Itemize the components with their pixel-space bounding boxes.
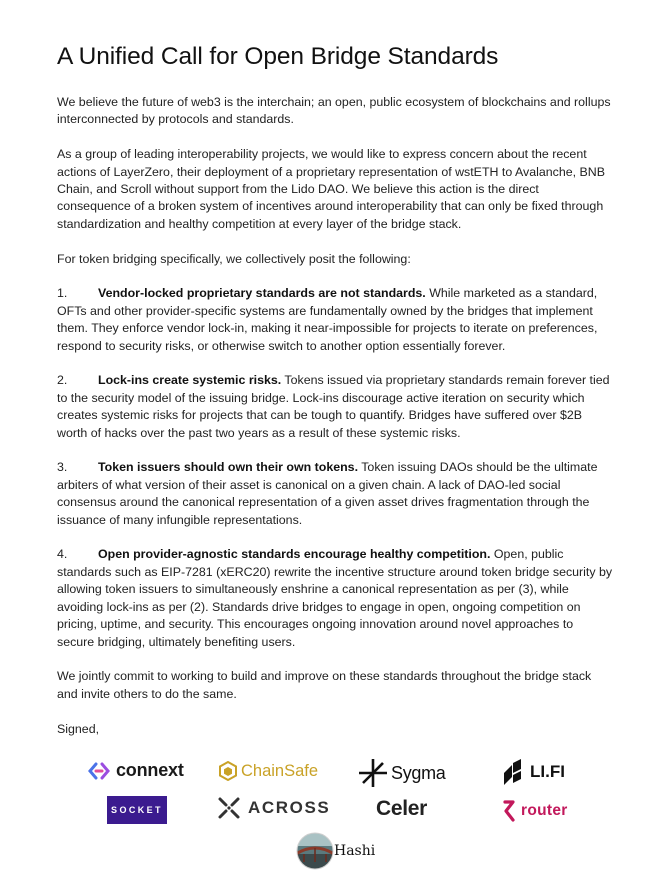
point-number: 2.: [57, 373, 68, 388]
lifi-wordmark: LI.FI: [530, 762, 565, 781]
across-icon: [217, 796, 241, 820]
across-wordmark: ACROSS: [248, 798, 331, 817]
point-number: 3.: [57, 460, 68, 475]
point-heading: Lock-ins create systemic risks.: [98, 373, 282, 388]
socket-wordmark: SOCKET: [107, 796, 167, 824]
socket-logo: [107, 796, 167, 824]
closing-paragraph: We jointly commit to working to build and improve on these standards throughout the bridge stack and invite others to do the same.: [57, 669, 592, 701]
point-text: Open, public standards such as EIP-7281 (xERC20) rewrite the incentive structure around token bridge security by allowing token issuers to simultaneously enshrine a canonical representation as per (3), while avoiding lock-ins as per (2). Standards drive bridges to engage in open, ongoing competition on pricing, uptime, and security. This encourages ongoing innovation around novel approaches to secure bridging, ultimately benefiting users.: [57, 547, 613, 649]
router-wordmark: router: [521, 802, 568, 819]
connext-wordmark: connext: [116, 760, 184, 780]
sygma-wordmark: Sygma: [391, 762, 446, 783]
chainsafe-wordmark: ChainSafe: [241, 761, 319, 780]
chainsafe-icon: [218, 761, 238, 781]
point-text: Token issuing DAOs should be the ultimate arbiters of what version of their asset is canonical on a given chain. A lack of DAO-led social consensus around the canonical representation of a given asset drives fragmentation through the issuance of many infungible representations.: [57, 460, 598, 527]
router-logo: [502, 799, 568, 823]
chainsafe-logo: [218, 761, 318, 781]
intro-paragraph: We believe the future of web3 is the interchain; an open, public ecosystem of blockchains and rollups interconnected by protocols and standards.: [57, 95, 611, 127]
posit-paragraph: For token bridging specifically, we collectively posit the following:: [57, 251, 411, 266]
connext-logo: [88, 760, 184, 781]
point-heading: Token issuers should own their own tokens.: [98, 460, 359, 475]
point-text: Tokens issued via proprietary standards remain forever tied to the security model of the issuing bridge. Lock-ins discourage active iteration on security which creates systemic risks for projects that can be tough to quantify. Bridges have suffered over $2B worth of hacks over the past two years as a result of these systemic risks.: [57, 373, 610, 440]
point-number: 1.: [57, 286, 68, 301]
lifi-logo: [502, 759, 565, 785]
celer-logo: [376, 797, 427, 821]
hashi-logo: [296, 832, 375, 870]
concern-paragraph: As a group of leading interoperability projects, we would like to express concern about the recent actions of LayerZero, their deployment of a proprietary representation of wstETH to Avalanche, BNB Chain, and Scroll without support from the Lido DAO. We believe this action is the direct consequence of a broken system of incentives around interoperability that can only be fixed through standardization and healthy competition at every layer of the bridge stack.: [57, 147, 605, 231]
point-heading: Open provider-agnostic standards encourage healthy competition.: [98, 547, 491, 562]
point-text: While marketed as a standard, OFTs and other provider-specific systems are fundamentally owned by the bridges that implement them. They enforce vendor lock-in, making it near-impossible for projects to iterate on preferences, respond to security risks, or otherwise switch to another option essentially forever.: [57, 286, 598, 353]
point-heading: Vendor-locked proprietary standards are not standards.: [98, 286, 426, 301]
sygma-icon: [357, 757, 389, 789]
hashi-wordmark: Hashi: [334, 843, 376, 859]
page-title: A Unified Call for Open Bridge Standards: [57, 43, 499, 70]
sygma-logo: [357, 757, 446, 789]
signed-label: Signed,: [57, 721, 100, 736]
celer-wordmark: Celer: [376, 797, 428, 820]
connext-icon: [88, 761, 110, 781]
hashi-avatar: [296, 832, 334, 870]
router-icon: [502, 799, 516, 823]
point-number: 4.: [57, 547, 68, 562]
across-logo: [217, 796, 330, 820]
lifi-icon: [502, 759, 524, 785]
